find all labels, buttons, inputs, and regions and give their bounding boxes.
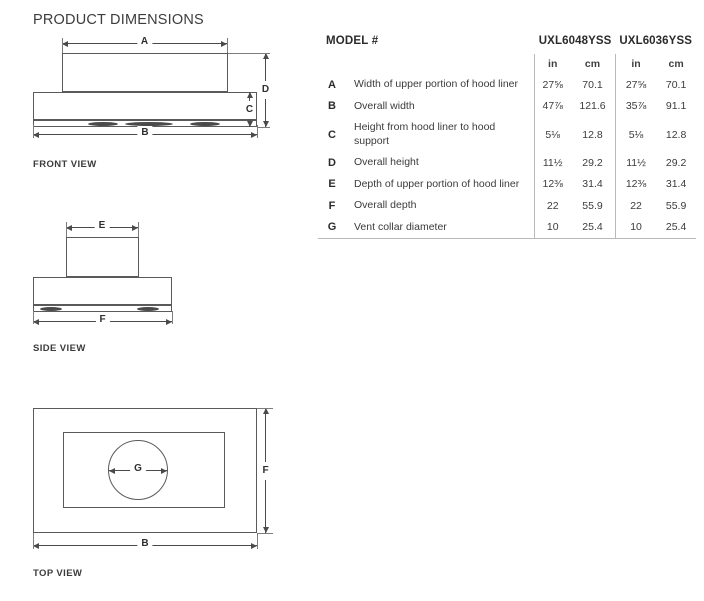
row-model2-in: 10 (615, 217, 656, 239)
table-row (318, 117, 696, 152)
dimension-g-arrow-right (161, 468, 167, 474)
row-letter: B (328, 100, 336, 113)
row-model1-in: 11½ (535, 152, 570, 174)
row-letter: G (318, 217, 346, 239)
row-model1-cm: 70.1 (582, 78, 603, 91)
dimension-a-ext-left (62, 38, 63, 54)
row-model2-cm: 25.4 (656, 217, 696, 239)
dimension-c-arrow-top (247, 92, 253, 98)
row-model2-cm: 70.1 (665, 78, 687, 91)
table-row (318, 195, 696, 217)
row-model2-cm: 31.4 (665, 178, 687, 191)
dimension-b-front (33, 127, 257, 138)
row-description: Vent collar diameter (346, 217, 535, 239)
row-description: Overall width (354, 99, 415, 112)
side-view-label: SIDE VIEW (33, 343, 86, 354)
dimension-d-ext-top (228, 53, 270, 54)
dimension-b-top-ext-right (257, 533, 258, 549)
row-model1-in: 10 (535, 217, 570, 239)
row-letter: D (328, 156, 336, 169)
row-letter: C (328, 128, 336, 141)
hood-light-side-right (137, 307, 159, 311)
row-model2-cm: 12.8 (665, 128, 687, 141)
row-model2-cm: 91.1 (665, 100, 687, 113)
header-unit-model1-in: in (535, 54, 570, 74)
table-row (318, 217, 696, 239)
drawings-panel (0, 0, 310, 601)
table-row (318, 152, 696, 174)
row-description: Height from hood liner to hood support (354, 121, 496, 147)
row-model2-in: 12⅜ (615, 174, 656, 196)
hood-body-side (33, 277, 172, 305)
dimensions-table-body (318, 74, 696, 239)
dimensions-table (318, 29, 696, 239)
row-model1-in: 5⅛ (535, 117, 570, 152)
row-model2-in: 27⅝ (615, 74, 656, 96)
row-model1-cm: 29.2 (582, 156, 603, 169)
dimension-f-top (262, 408, 269, 533)
dimension-a-label: A (137, 35, 152, 48)
row-model2-in: 5⅛ (615, 117, 656, 152)
hood-light-side-left (40, 307, 62, 311)
top-view-label: TOP VIEW (33, 568, 83, 579)
table-header-row-units (318, 54, 696, 74)
row-description: Depth of upper portion of hood liner (354, 177, 520, 190)
row-model1-in: 22 (535, 195, 570, 217)
row-description: Width of upper portion of hood liner (354, 78, 519, 90)
dimension-f-side-ext-left (33, 311, 34, 324)
dimension-f-top-label: F (262, 462, 268, 480)
header-unit-model2-in: in (615, 54, 656, 74)
hood-light-right (190, 122, 220, 126)
hood-light-left (88, 122, 118, 126)
header-model-number: MODEL # (326, 35, 379, 47)
dimension-b-front-ext-left (33, 125, 34, 138)
dimension-b-front-label: B (137, 126, 152, 139)
dimension-c-label: C (246, 101, 253, 119)
dimension-e-label: E (95, 219, 110, 232)
dimension-b-top-ext-left (33, 533, 34, 549)
header-model-1: UXL6048YSS (538, 35, 612, 47)
dimension-e-ext-right (138, 222, 139, 238)
row-model1-cm: 25.4 (570, 217, 615, 239)
dimension-e (66, 220, 138, 231)
row-model1-cm: 121.6 (579, 100, 606, 113)
row-model2-in: 35⅞ (615, 96, 656, 118)
dimension-f-top-ext-top (257, 408, 273, 409)
dimension-f-top-ext-bottom (257, 533, 273, 534)
table-header-row-models (318, 29, 696, 54)
top-view-drawing (0, 400, 300, 590)
table-row (318, 96, 696, 118)
hood-upper-liner-side (66, 237, 139, 277)
header-model-2: UXL6036YSS (619, 35, 692, 47)
row-description: Overall height (354, 156, 419, 168)
table-row (318, 74, 696, 96)
header-units-spacer (318, 54, 535, 74)
row-model2-in: 22 (615, 195, 656, 217)
dimension-d (262, 53, 269, 127)
dimensions-table-head (318, 29, 696, 74)
row-letter: A (328, 78, 336, 91)
dimension-e-ext-left (66, 222, 67, 238)
row-model1-in: 47⅞ (535, 96, 570, 118)
row-model1-in: 12⅜ (535, 174, 570, 196)
dimension-d-ext-bottom (257, 127, 270, 128)
dimension-g-label: G (130, 462, 146, 475)
row-model1-cm: 12.8 (582, 128, 603, 141)
row-model2-cm: 55.9 (665, 199, 687, 212)
dimension-b-top (33, 538, 257, 549)
dimension-c-arrow-bottom (247, 121, 253, 127)
row-model1-cm: 55.9 (582, 199, 603, 212)
dimension-c (246, 92, 253, 127)
row-model1-cm: 31.4 (582, 178, 603, 191)
table-row (318, 174, 696, 196)
dimension-f-side (33, 314, 172, 325)
side-view-drawing (0, 205, 230, 365)
hood-upper-liner-front (62, 53, 228, 92)
row-letter: E (328, 178, 336, 191)
row-model1-in: 27⅝ (535, 74, 570, 96)
dimension-g-arrow-left (109, 468, 115, 474)
dimension-g (109, 463, 167, 474)
front-view-label: FRONT VIEW (33, 159, 97, 170)
row-letter: F (328, 199, 336, 212)
dimension-b-top-label: B (137, 537, 152, 550)
front-view-drawing (0, 0, 310, 180)
dimension-f-side-ext-right (172, 311, 173, 324)
hood-body-front (33, 92, 257, 120)
row-model2-cm: 29.2 (665, 156, 687, 169)
dimension-b-front-ext-right (257, 125, 258, 138)
dimension-a (62, 36, 227, 47)
dimension-d-label: D (262, 81, 269, 99)
row-description: Overall depth (354, 199, 417, 211)
row-model2-in: 11½ (615, 152, 656, 174)
dimension-a-ext-right (227, 38, 228, 54)
header-unit-model2-cm: cm (668, 58, 684, 70)
dimension-f-side-label: F (95, 313, 109, 326)
page-title: PRODUCT DIMENSIONS (33, 12, 204, 28)
header-unit-model1-cm: cm (584, 58, 601, 70)
